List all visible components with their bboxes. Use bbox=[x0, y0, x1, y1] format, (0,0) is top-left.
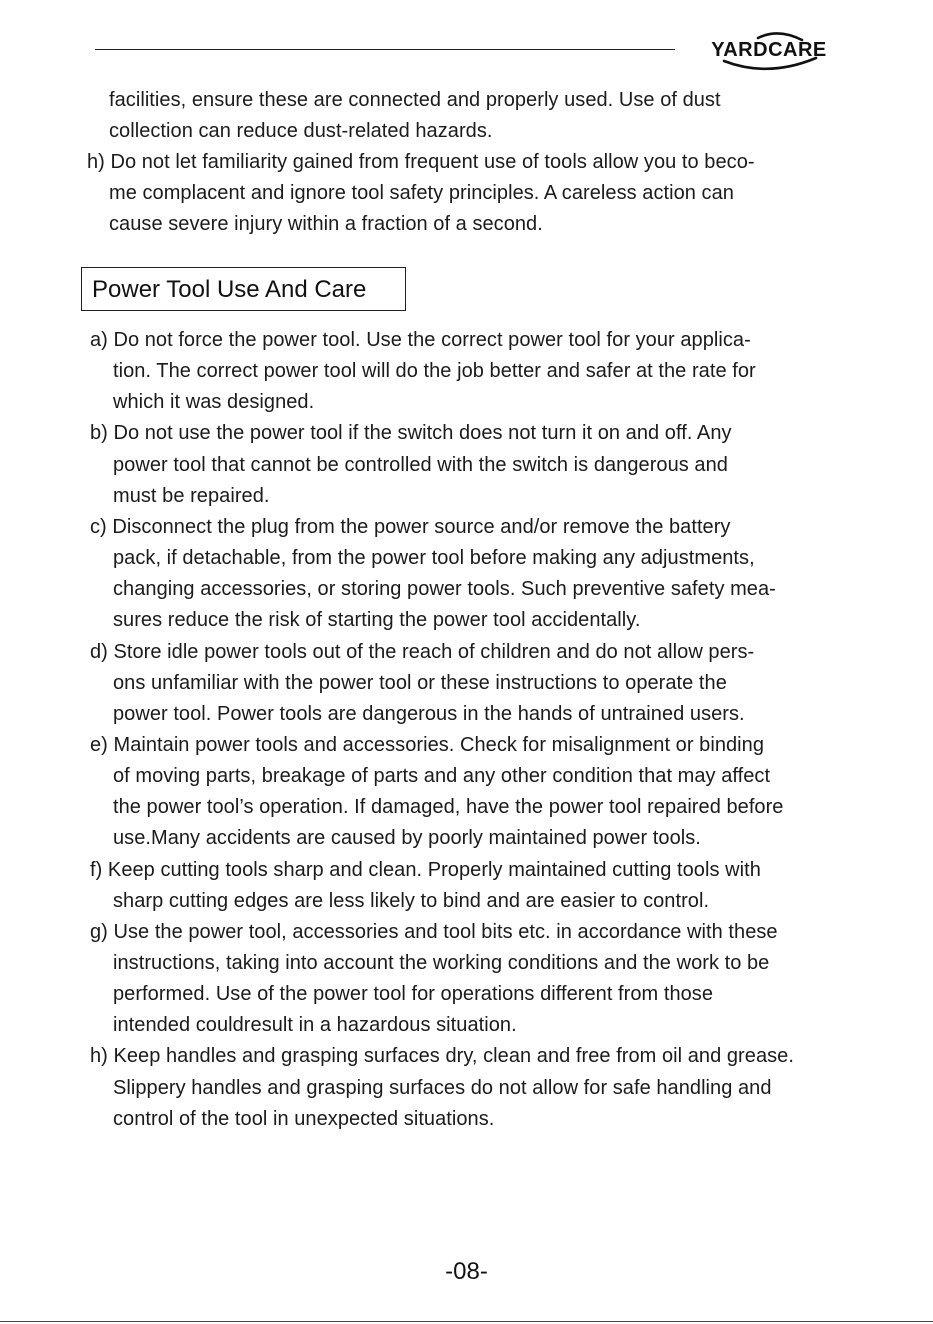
list-item-start: b) Do not use the power tool if the switch does not turn it on and off. Any bbox=[90, 422, 732, 444]
list-item-continuation: Slippery handles and grasping surfaces do not allow for safe handling and bbox=[113, 1077, 772, 1099]
list-item-continuation: use.Many accidents are caused by poorly maintained power tools. bbox=[113, 827, 701, 849]
list-item-continuation: sharp cutting edges are less likely to bind and are easier to control. bbox=[113, 890, 710, 912]
text-line: me complacent and ignore tool safety principles. A careless action can bbox=[109, 182, 734, 204]
list-item-start: g) Use the power tool, accessories and tool bits etc. in accordance with these bbox=[90, 921, 778, 943]
list-item-continuation: intended couldresult in a hazardous situation. bbox=[113, 1014, 517, 1036]
list-item-continuation: which it was designed. bbox=[113, 391, 315, 413]
section-heading: Power Tool Use And Care bbox=[92, 276, 367, 303]
list-item-continuation: the power tool’s operation. If damaged, have the power tool repaired before bbox=[113, 796, 784, 818]
list-item-continuation: must be repaired. bbox=[113, 485, 270, 507]
logo-wordmark: YARDCARE bbox=[711, 39, 827, 61]
list-item-continuation: instructions, taking into account the working conditions and the work to be bbox=[113, 952, 770, 974]
list-item-continuation: power tool. Power tools are dangerous in the hands of untrained users. bbox=[113, 703, 745, 725]
text-line: h) Do not let familiarity gained from frequent use of tools allow you to beco- bbox=[87, 151, 755, 173]
list-item-start: e) Maintain power tools and accessories. Check for misalignment or binding bbox=[90, 734, 765, 756]
list-item-continuation: control of the tool in unexpected situations. bbox=[113, 1108, 495, 1130]
list-item-continuation: ons unfamiliar with the power tool or these instructions to operate the bbox=[113, 672, 727, 694]
list-item-start: c) Disconnect the plug from the power source and/or remove the battery bbox=[90, 516, 731, 538]
list-item-continuation: sures reduce the risk of starting the power tool accidentally. bbox=[113, 609, 641, 631]
list-item-continuation: of moving parts, breakage of parts and any other condition that may affect bbox=[113, 765, 771, 787]
list-item-continuation: power tool that cannot be controlled with the switch is dangerous and bbox=[113, 454, 728, 476]
header-rule bbox=[95, 49, 675, 50]
text-line: facilities, ensure these are connected and properly used. Use of dust bbox=[109, 89, 721, 111]
yardcare-logo bbox=[698, 28, 840, 72]
page-number: -08- bbox=[445, 1258, 488, 1285]
list-item-start: h) Keep handles and grasping surfaces dry, clean and free from oil and grease. bbox=[90, 1045, 794, 1067]
list-item-start: f) Keep cutting tools sharp and clean. Properly maintained cutting tools with bbox=[90, 859, 761, 881]
list-item-continuation: tion. The correct power tool will do the job better and safer at the rate for bbox=[113, 360, 756, 382]
list-item-continuation: changing accessories, or storing power tools. Such preventive safety mea- bbox=[113, 578, 776, 600]
bottom-rule bbox=[0, 1321, 933, 1322]
list-item-start: d) Store idle power tools out of the reach of children and do not allow pers- bbox=[90, 641, 755, 663]
list-item-start: a) Do not force the power tool. Use the correct power tool for your applica- bbox=[90, 329, 751, 351]
text-line: cause severe injury within a fraction of a second. bbox=[109, 213, 543, 235]
section-heading-box bbox=[81, 267, 406, 311]
list-item-continuation: pack, if detachable, from the power tool before making any adjustments, bbox=[113, 547, 755, 569]
list-item-continuation: performed. Use of the power tool for operations different from those bbox=[113, 983, 714, 1005]
text-line: collection can reduce dust-related hazards. bbox=[109, 120, 493, 142]
